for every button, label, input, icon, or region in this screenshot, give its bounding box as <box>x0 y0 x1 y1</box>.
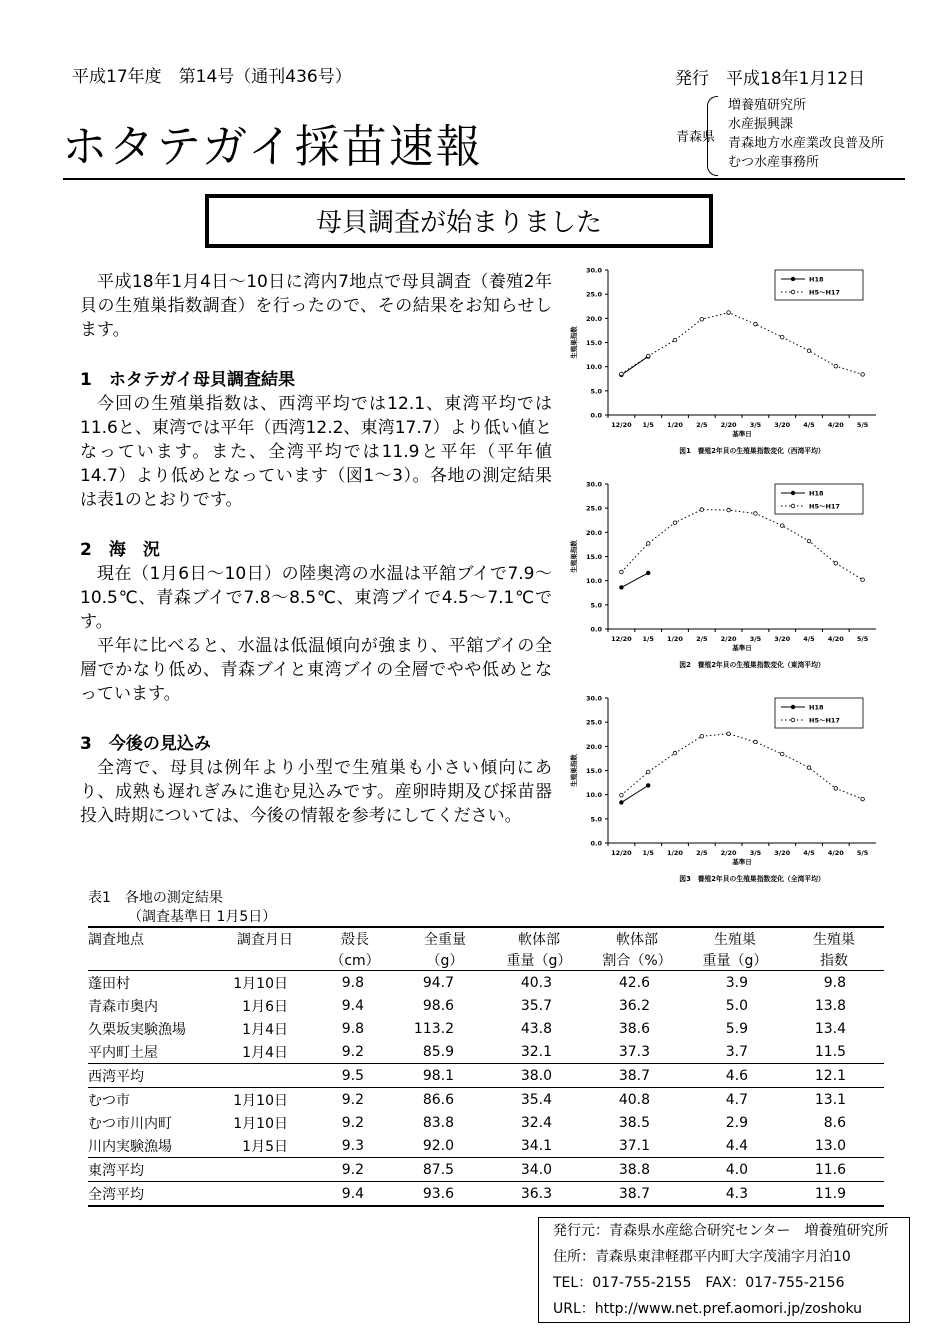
figure-caption: 図3 養殖2年貝の生殖巣指数変化（全湾平均） <box>679 875 825 883</box>
y-tick-label: 5.0 <box>590 387 602 396</box>
x-tick-label: 2/5 <box>696 849 708 857</box>
col-header: 生殖巣 <box>784 927 884 949</box>
table-cell: 9.2 <box>341 1043 364 1060</box>
col-header: 軟体部 <box>490 927 588 949</box>
address-line: 住所：青森県東津軽郡平内町大字茂浦字月泊10 <box>553 1249 851 1265</box>
article-body <box>80 270 552 828</box>
table-cell: 38.0 <box>490 1064 588 1088</box>
y-tick-label: 10.0 <box>585 577 602 586</box>
table-cell: 37.1 <box>618 1137 650 1154</box>
table-cell: 92.0 <box>422 1137 454 1154</box>
y-tick-label: 15.0 <box>585 339 602 347</box>
col-header: 調査月日 <box>220 927 310 949</box>
col-header: 調査地点 <box>88 927 220 949</box>
table-cell <box>220 1158 310 1182</box>
table-cell: 5.9 <box>725 1020 748 1037</box>
data-point-normal-year <box>673 751 677 755</box>
data-point-normal-year <box>861 578 865 582</box>
section-paragraph: 現在（1月6日～10日）の陸奥湾の水温は平舘ブイで7.9～10.5℃、青森ブイで7.8～8.5℃、東湾ブイで4.5～7.1℃です。 <box>80 564 552 632</box>
table-cell: 1月10日 <box>233 1092 288 1109</box>
figure-caption: 図1 養殖2年貝の生殖巣指数変化（西湾平均） <box>679 447 825 455</box>
table-cell: 32.4 <box>520 1114 552 1131</box>
issue-number: 平成17年度 第14号（通刊436号） <box>72 67 352 87</box>
y-tick-label: 20.0 <box>585 742 602 751</box>
gonad-index-chart-all <box>560 690 900 890</box>
section-paragraph: 全湾で、母貝は例年より小型で生殖巣も小さい傾向にあり、成熟も遅れぎみに進む見込みです。産卵時期及び採苗器投入時期については、今後の情報を参考にしてください。 <box>80 758 552 826</box>
x-tick-label: 1/20 <box>667 635 683 643</box>
y-axis-label: 生殖巣指数 <box>570 754 578 787</box>
section-heading: 3 今後の見込み <box>80 734 211 754</box>
data-point-normal-year <box>673 521 677 525</box>
legend-marker <box>791 504 795 508</box>
series-line-h18 <box>621 785 648 802</box>
table-subcaption: （調査基準日 1月5日） <box>128 909 277 925</box>
x-axis-label: 基準日 <box>732 858 752 866</box>
table-cell: 38.5 <box>618 1114 650 1131</box>
table-cell: 4.0 <box>686 1158 784 1182</box>
x-tick-label: 12/20 <box>611 421 632 429</box>
table-cell: 蓬田村 <box>88 975 130 992</box>
table-cell: 13.1 <box>814 1091 846 1108</box>
data-point-normal-year <box>700 508 704 512</box>
table-cell: 9.5 <box>310 1064 400 1088</box>
table-cell: 32.1 <box>520 1043 552 1060</box>
data-point-normal-year <box>807 539 811 543</box>
table-cell: 4.7 <box>725 1091 748 1108</box>
data-point-h18 <box>646 784 650 788</box>
series-line-normal-year <box>621 734 862 799</box>
org-bracket <box>707 96 718 176</box>
gonad-index-chart-west <box>560 262 900 462</box>
x-tick-label: 2/5 <box>696 421 708 429</box>
table-cell: 1月4日 <box>242 1044 288 1061</box>
intro-paragraph: 平成18年1月4日～10日に湾内7地点で母貝調査（養殖2年貝の生殖巣指数調査）を行ったので、その結果をお知らせします。 <box>80 272 552 340</box>
org-item: 水産振興課 <box>728 117 794 132</box>
figure-caption: 図2 養殖2年貝の生殖巣指数変化（東湾平均） <box>679 661 825 669</box>
legend-marker <box>791 290 795 294</box>
x-axis-label: 基準日 <box>732 644 752 652</box>
data-point-normal-year <box>834 364 838 368</box>
section-heading: 1 ホタテガイ母貝調査結果 <box>80 370 295 390</box>
x-tick-label: 5/5 <box>856 849 869 857</box>
data-point-normal-year <box>780 524 784 528</box>
table-row <box>88 1017 884 1040</box>
table-cell: 40.8 <box>618 1091 650 1108</box>
data-point-normal-year <box>646 770 650 774</box>
data-point-normal-year <box>834 787 838 791</box>
table-cell: 4.4 <box>725 1137 748 1154</box>
legend-marker <box>791 491 795 495</box>
table-cell: むつ市川内町 <box>88 1115 172 1132</box>
table-cell: 87.5 <box>400 1158 490 1182</box>
y-tick-label: 0.0 <box>590 411 602 420</box>
org-item: 増養殖研究所 <box>728 98 807 113</box>
table-cell: 13.0 <box>814 1137 846 1154</box>
col-header: 生殖巣 <box>686 927 784 949</box>
data-point-normal-year <box>620 793 624 797</box>
measurement-table <box>88 926 884 1207</box>
data-point-normal-year <box>861 373 865 377</box>
table-cell: 38.7 <box>588 1182 686 1207</box>
table-average-row <box>88 1064 884 1088</box>
table-cell: 4.6 <box>686 1064 784 1088</box>
x-tick-label: 1/20 <box>667 421 683 429</box>
legend-label: H5～H17 <box>809 716 840 725</box>
legend-label: H5～H17 <box>809 288 840 297</box>
x-tick-label: 3/20 <box>774 421 791 429</box>
table-cell: 3.9 <box>725 974 748 991</box>
page-title: ホタテガイ採苗速報 <box>62 120 483 173</box>
table-cell: 9.2 <box>310 1158 400 1182</box>
x-tick-label: 4/5 <box>803 849 815 857</box>
data-point-h18 <box>620 801 624 805</box>
col-unit: 割合（%） <box>588 949 686 971</box>
table-header-row <box>88 927 884 949</box>
table-cell: 9.8 <box>341 1020 364 1037</box>
organization-list <box>728 96 884 172</box>
table-cell: 5.0 <box>725 997 748 1014</box>
x-tick-label: 4/5 <box>803 421 815 429</box>
table-cell: 37.3 <box>618 1043 650 1060</box>
legend-label: H18 <box>809 489 824 498</box>
x-tick-label: 4/5 <box>803 635 815 643</box>
x-tick-label: 3/5 <box>749 849 762 857</box>
data-point-normal-year <box>620 570 624 574</box>
col-unit: 重量（g） <box>490 949 588 971</box>
legend-label: H18 <box>809 275 824 284</box>
col-header: 全重量 <box>400 927 490 949</box>
table-row <box>88 971 884 995</box>
headline-box: 母貝調査が始まりました <box>205 194 713 248</box>
table-row <box>88 1040 884 1064</box>
series-line-h18 <box>621 357 648 375</box>
table-cell: 38.7 <box>588 1064 686 1088</box>
table-cell: 43.8 <box>520 1020 552 1037</box>
table-cell: 34.1 <box>520 1137 552 1154</box>
section-heading: 2 海 況 <box>80 540 160 560</box>
x-tick-label: 3/5 <box>749 635 762 643</box>
y-tick-label: 10.0 <box>585 363 602 372</box>
table-cell: 36.3 <box>490 1182 588 1207</box>
table-cell: 9.8 <box>341 974 364 991</box>
x-tick-label: 3/5 <box>749 421 762 429</box>
table-cell: 8.6 <box>823 1114 846 1131</box>
table-cell: 86.6 <box>422 1091 454 1108</box>
y-tick-label: 0.0 <box>590 839 602 848</box>
table-cell: 38.6 <box>618 1020 650 1037</box>
prefecture-label: 青森県 <box>676 130 716 145</box>
data-point-normal-year <box>646 354 650 358</box>
table-row <box>88 1134 884 1158</box>
col-unit: 重量（g） <box>686 949 784 971</box>
y-tick-label: 15.0 <box>585 767 602 775</box>
table-header-units-row <box>88 949 884 971</box>
table-cell: 9.4 <box>341 997 364 1014</box>
legend-marker <box>791 718 795 722</box>
data-point-normal-year <box>700 734 704 738</box>
data-point-normal-year <box>754 740 758 744</box>
table-cell: 34.0 <box>490 1158 588 1182</box>
legend-marker <box>791 705 795 709</box>
table-cell: 9.2 <box>341 1114 364 1131</box>
legend-label: H5～H17 <box>809 502 840 511</box>
table-row <box>88 994 884 1017</box>
y-tick-label: 25.0 <box>585 718 602 727</box>
data-point-normal-year <box>646 542 650 546</box>
table-cell: 1月10日 <box>233 975 288 992</box>
series-line-normal-year <box>621 313 862 375</box>
data-point-normal-year <box>807 766 811 770</box>
table-cell: 2.9 <box>725 1114 748 1131</box>
data-point-normal-year <box>727 732 731 736</box>
table-cell: 35.4 <box>520 1091 552 1108</box>
publisher-info-box <box>538 1217 910 1323</box>
y-tick-label: 30.0 <box>585 480 602 489</box>
table-cell: 13.4 <box>814 1020 846 1037</box>
col-header: 殻長 <box>310 927 400 949</box>
table-cell: 12.1 <box>784 1064 884 1088</box>
y-axis-label: 生殖巣指数 <box>570 540 578 573</box>
col-unit: （g） <box>400 949 490 971</box>
table-cell: 1月10日 <box>233 1115 288 1132</box>
section-paragraph: 今回の生殖巣指数は、西湾平均では12.1、東湾平均では11.6と、東湾では平年（西湾12.2、東湾17.7）より低い値となっています。また、全湾平均では11.9と平年（平年値14.7）より低めとなっています（図1～3）。各地の測定結果は表1のとおりです。 <box>80 394 552 510</box>
table-cell: 98.1 <box>400 1064 490 1088</box>
data-point-normal-year <box>754 512 758 516</box>
y-tick-label: 25.0 <box>585 504 602 513</box>
table-cell: 東湾平均 <box>88 1158 220 1182</box>
data-point-normal-year <box>834 561 838 565</box>
data-point-normal-year <box>673 338 677 342</box>
table-cell: 9.8 <box>823 974 846 991</box>
data-point-normal-year <box>754 322 758 326</box>
y-tick-label: 20.0 <box>585 528 602 537</box>
data-point-normal-year <box>807 349 811 353</box>
table-row <box>88 1111 884 1134</box>
table-cell: 13.8 <box>814 997 846 1014</box>
table-cell: 98.6 <box>422 997 454 1014</box>
table-cell: 11.6 <box>784 1158 884 1182</box>
table-average-row <box>88 1158 884 1182</box>
table-cell: 川内実験漁場 <box>88 1138 172 1155</box>
org-item: 青森地方水産業改良普及所 <box>728 136 885 151</box>
table-cell: 久栗坂実験漁場 <box>88 1021 186 1038</box>
series-line-normal-year <box>621 510 862 580</box>
y-tick-label: 30.0 <box>585 694 602 703</box>
table-cell: 11.5 <box>814 1043 846 1060</box>
y-tick-label: 10.0 <box>585 791 602 800</box>
legend-label: H18 <box>809 703 824 712</box>
x-axis-label: 基準日 <box>732 430 752 438</box>
data-point-normal-year <box>727 311 731 315</box>
publication-date: 発行 平成18年1月12日 <box>675 69 866 89</box>
col-unit <box>88 949 220 971</box>
table-cell: 83.8 <box>422 1114 454 1131</box>
col-unit <box>220 949 310 971</box>
table-cell: 平内町土屋 <box>88 1044 158 1061</box>
y-tick-label: 20.0 <box>585 314 602 323</box>
table-cell: 1月4日 <box>242 1021 288 1038</box>
x-tick-label: 3/20 <box>774 635 791 643</box>
x-tick-label: 1/5 <box>642 421 654 429</box>
table-cell: むつ市 <box>88 1092 130 1109</box>
y-tick-label: 5.0 <box>590 601 602 610</box>
table-cell: 全湾平均 <box>88 1182 220 1207</box>
data-point-h18 <box>620 586 624 590</box>
table-cell: 青森市奥内 <box>88 998 158 1015</box>
col-unit: 指数 <box>784 949 884 971</box>
table-row <box>88 1088 884 1112</box>
legend-marker <box>791 277 795 281</box>
table-cell: 1月6日 <box>242 998 288 1015</box>
y-tick-label: 15.0 <box>585 553 602 561</box>
y-tick-label: 5.0 <box>590 815 602 824</box>
x-tick-label: 4/20 <box>827 635 844 643</box>
org-item: むつ水産事務所 <box>728 155 820 170</box>
col-header: 軟体部 <box>588 927 686 949</box>
table-cell: 85.9 <box>422 1043 454 1060</box>
table-cell: 42.6 <box>618 974 650 991</box>
table-cell: 9.2 <box>341 1091 364 1108</box>
x-tick-label: 4/20 <box>827 421 844 429</box>
table-cell <box>220 1064 310 1088</box>
gonad-index-chart-east <box>560 476 900 676</box>
y-tick-label: 30.0 <box>585 266 602 275</box>
table-cell: 11.9 <box>784 1182 884 1207</box>
x-tick-label: 1/5 <box>642 635 654 643</box>
table-cell: 9.4 <box>310 1182 400 1207</box>
col-unit: （cm） <box>310 949 400 971</box>
x-tick-label: 5/5 <box>856 635 869 643</box>
data-point-normal-year <box>780 752 784 756</box>
table-cell: 9.3 <box>341 1137 364 1154</box>
table-cell: 3.7 <box>725 1043 748 1060</box>
data-point-normal-year <box>700 318 704 322</box>
x-tick-label: 1/20 <box>667 849 683 857</box>
data-point-normal-year <box>861 797 865 801</box>
phone-fax-line: TEL：017-755-2155 FAX：017-755-2156 <box>553 1275 845 1291</box>
table-cell: 94.7 <box>422 974 454 991</box>
x-tick-label: 2/20 <box>720 849 737 857</box>
table-cell: 113.2 <box>413 1020 454 1037</box>
data-point-normal-year <box>727 508 731 512</box>
table-cell <box>220 1182 310 1207</box>
x-tick-label: 2/20 <box>720 421 737 429</box>
table-cell: 40.3 <box>520 974 552 991</box>
x-tick-label: 2/20 <box>720 635 737 643</box>
url-line: URL：http://www.net.pref.aomori.jp/zoshoku <box>553 1301 863 1317</box>
x-tick-label: 2/5 <box>696 635 708 643</box>
y-tick-label: 0.0 <box>590 625 602 634</box>
table-average-row <box>88 1182 884 1207</box>
table-cell: 93.6 <box>400 1182 490 1207</box>
table-caption: 表1 各地の測定結果 <box>88 890 223 906</box>
table-cell: 38.8 <box>588 1158 686 1182</box>
series-line-h18 <box>621 573 648 588</box>
x-tick-label: 3/20 <box>774 849 791 857</box>
data-point-normal-year <box>780 335 784 339</box>
header-divider <box>63 178 905 180</box>
x-tick-label: 12/20 <box>611 635 632 643</box>
x-tick-label: 1/5 <box>642 849 654 857</box>
y-tick-label: 25.0 <box>585 290 602 299</box>
table-cell: 1月5日 <box>242 1138 288 1155</box>
y-axis-label: 生殖巣指数 <box>570 326 578 359</box>
x-tick-label: 4/20 <box>827 849 844 857</box>
publisher-line: 発行元：青森県水産総合研究センター 増養殖研究所 <box>553 1223 889 1239</box>
section-paragraph: 平年に比べると、水温は低温傾向が強まり、平舘ブイの全層でかなり低め、青森ブイと東湾ブイの全層でやや低めとなっています。 <box>80 636 552 704</box>
table-cell: 35.7 <box>520 997 552 1014</box>
table-cell: 4.3 <box>686 1182 784 1207</box>
data-point-normal-year <box>620 372 624 376</box>
table-cell: 西湾平均 <box>88 1064 220 1088</box>
table-cell: 36.2 <box>618 997 650 1014</box>
x-tick-label: 5/5 <box>856 421 869 429</box>
data-point-h18 <box>646 571 650 575</box>
x-tick-label: 12/20 <box>611 849 632 857</box>
